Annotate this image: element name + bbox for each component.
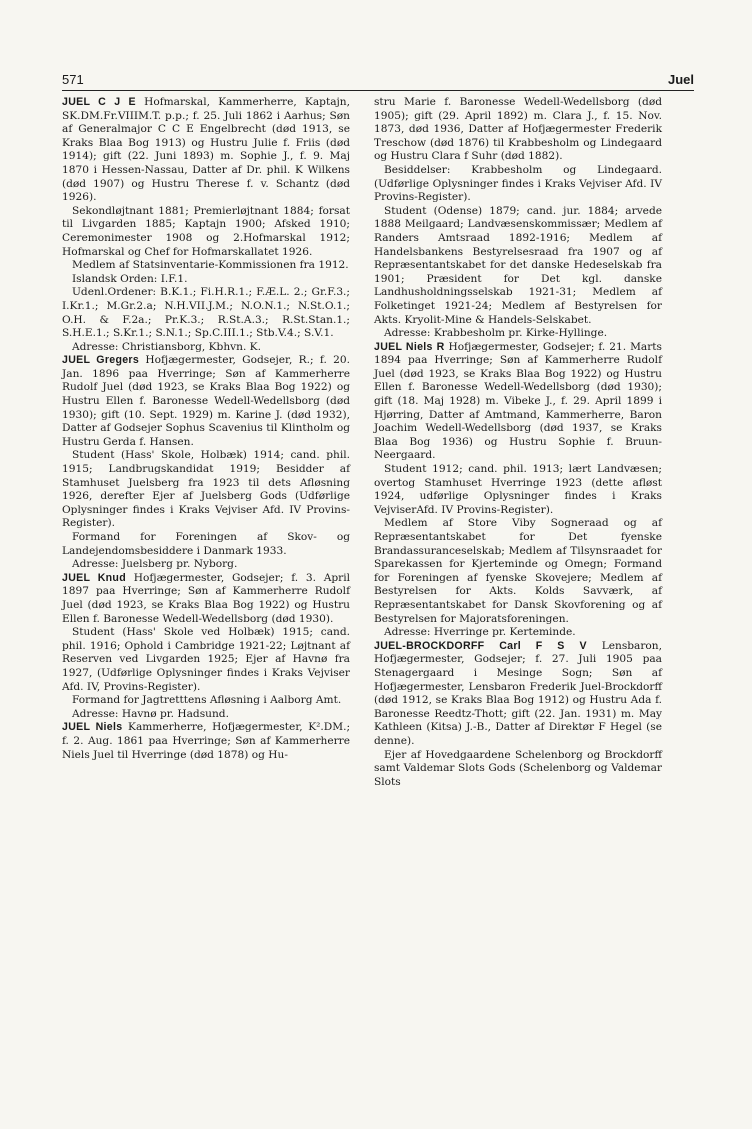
entry-paragraph: Adresse: Christiansborg, Kbhvn. K. xyxy=(72,340,261,353)
entry-paragraph: Sekondløjtnant 1881; Premierløjtnant 1884; forsat til Livgarden 1885; Kaptajn 1900; Afsked 1910; Ceremonimester 1908 og 2.Hofmarskal 1912; Hofmarskal og Chef for Hofmarskallatet 1926. xyxy=(62,204,350,258)
entry-paragraph: Udenl.Ordener: B.K.1.; Fi.H.R.1.; F.Æ.L. 2.; Gr.F.3.; I.Kr.1.; M.Gr.2.a; N.H.VII.J.M.; N.O.N.1.; N.St.O.1.; O.H. & F.2a.; Pr.K.3.; R.St.A.3.; R.St.Stan.1.; S.H.E.1.; S.Kr.1.; S.N.1.; Sp.C.III.1.; Stb.V.4.; S.V.1. xyxy=(62,286,350,340)
left-column xyxy=(62,96,350,762)
entry-headword: JUEL Knud xyxy=(62,571,126,584)
entry-text: Kammerherre, Hofjægermester, K².DM.; f. 2. Aug. 1861 paa Hverringe; Søn af Kammerherre Niels Juel til Hverringe (død 1878) og Hu- xyxy=(62,721,351,761)
entry-headword: JUEL Niels xyxy=(62,721,123,734)
entry-paragraph: Medlem af Statsinventarie-Kommissionen fra 1912. xyxy=(72,259,349,272)
entry-paragraph: stru Marie f. Baronesse Wedell-Wedellsborg (død 1905); gift (29. April 1892) m. Clara J., f. 15. Nov. 1873, død 1936, Datter af Hofjægermester Frederik Treschow (død 1876) til Krabbesholm og Lindegaard og Hustru Clara f Suhr (død 1882). xyxy=(374,96,662,163)
entry-paragraph: Student 1912; cand. phil. 1913; lært Landvæsen; overtog Stamhuset Hverringe 1923 (dette afløst 1924, udførlige Oplysninger findes i Kraks VejviserAfd. IV Provins-Register). xyxy=(374,463,662,516)
entry-text: Lensbaron, Hofjægermester, Godsejer; f. 27. Juli 1905 paa Stenagergaard i Mesinge Sogn; Søn af Hofjægermester, Lensbaron Frederik Juel-Brockdorff (død 1912, se Kraks Blaa Bog 1912) og Hustru Ada f. Baronesse Reedtz-Thott; gift (22. Jan. 1931) m. May Kathleen (Kitsa) J.-B., Datter af Direktør F Hegel (se denne). xyxy=(374,639,662,747)
entry-text: Hofmarskal, Kammerherre, Kaptajn, SK.DM.Fr.VIIIM.T. p.p.; f. 25. Juli 1862 i Aarhus; Søn af Generalmajor C C E Engelbrecht (død 1913, se Kraks Blaa Bog 1913) og Hustru Julie f. Friis (død 1914); gift (22. Juni 1893) m. Sophie J., f. 9. Maj 1870 i Hessen-Nassau, Datter af Dr. phil. K Wilkens (død 1907) og Hustru Therese f. v. Schantz (død 1926). xyxy=(62,96,350,204)
biography-entry xyxy=(62,572,350,626)
biography-entry xyxy=(374,341,662,463)
biography-entry xyxy=(62,96,350,205)
entry-paragraph: Besiddelser: Krabbesholm og Lindegaard. (Udførlige Oplysninger findes i Kraks Vejviser Afd. IV Provins-Register). xyxy=(374,163,662,204)
running-head: Juel xyxy=(667,72,694,87)
entry-headword: JUEL-BROCKDORFF Carl F S V xyxy=(374,639,587,652)
biography-entry xyxy=(374,640,662,749)
biography-entry xyxy=(62,354,350,449)
page-number: 571 xyxy=(62,72,84,87)
entry-paragraph: Adresse: Juelsberg pr. Nyborg. xyxy=(72,558,238,571)
entry-headword: JUEL Niels R xyxy=(374,340,445,353)
entry-paragraph: Ejer af Hovedgaardene Schelenborg og Brockdorff samt Valdemar Slots Gods (Schelenborg og Valdemar Slots xyxy=(374,748,662,788)
entry-paragraph: Formand for Jagtretttens Afløsning i Aalborg Amt. xyxy=(72,694,342,707)
entry-paragraph: Islandsk Orden: I.F.1. xyxy=(72,272,188,285)
entry-paragraph: Student (Odense) 1879; cand. jur. 1884; arvede 1888 Meilgaard; Landvæsenskommissær; Medlem af Randers Amtsraad 1892-1916; Medlem af Handelsbankens Bestyrelsesraad fra 1907 og af Repræsentantskabet for det danske Hedeselskab fra 1901; Præsident for Det kgl. danske Landhusholdningsselskab 1921-31; Medlem af Folketinget 1921-24; Medlem af Bestyrelsen for Akts. Kryolit-Mine & Handels-Selskabet. xyxy=(374,204,662,326)
entry-paragraph: Medlem af Store Viby Sogneraad og af Repræsentantskabet for Det fyenske Brandassuranceselskab; Medlem af Tilsynsraadet for Sparekassen for Kjerteminde og Omegn; Formand for Foreningen af fyenske Skovejere; Medlem af Bestyrelsen for Akts. Kolds Savværk, af Repræsentantskabet for Dansk Skovforening og af Bestyrelsen for Majoratsforeningen. xyxy=(374,517,662,625)
right-column xyxy=(374,96,662,789)
entry-paragraph: Adresse: Havnø pr. Hadsund. xyxy=(72,707,229,720)
biography-entry xyxy=(62,721,350,762)
entry-text: Hofjægermester, Godsejer, R.; f. 20. Jan. 1896 paa Hverringe; Søn af Kammerherre Rudolf Juel (død 1923, se Kraks Blaa Bog 1922) og Hustru Ellen f. Baronesse Wedell-Wedellsborg (død 1930); gift (10. Sept. 1929) m. Karine J. (død 1932), Datter af Godsejer Sophus Scavenius til Klintholm og Hustru Gerda f. Hansen. xyxy=(62,354,350,448)
entry-paragraph: Student (Hass' Skole, Holbæk) 1914; cand. phil. 1915; Landbrugskandidat 1919; Besidder af Stamhuset Juelsberg fra 1923 til dets Afløsning 1926, derefter Ejer af Juelsberg Gods (Udførlige Oplysninger findes i Kraks Vejviser Afd. IV Provins-Register). xyxy=(62,449,350,530)
page-header xyxy=(62,72,694,88)
entry-paragraph: Adresse: Krabbesholm pr. Kirke-Hyllinge. xyxy=(384,327,608,340)
entry-headword: JUEL Gregers xyxy=(62,354,140,367)
header-rule xyxy=(62,90,694,91)
entry-paragraph: Adresse: Hverringe pr. Kerteminde. xyxy=(384,626,576,639)
entry-text: Hofjægermester, Godsejer; f. 21. Marts 1894 paa Hverringe; Søn af Kammerherre Rudolf Juel (død 1923, se Kraks Blaa Bog 1922) og Hustru Ellen f. Baronesse Wedell-Wedellsborg (død 1930); gift (18. Maj 1928) m. Vibeke J., f. 29. April 1899 i Hjørring, Datter af Amtmand, Kammerherre, Baron Joachim Wedell-Wedellsborg (død 1937, se Kraks Blaa Bog 1936) og Hustru Sophie f. Bruun-Neergaard. xyxy=(374,340,662,462)
entry-text: Hofjægermester, Godsejer; f. 3. April 1897 paa Hverringe; Søn af Kammerherre Rudolf Juel (død 1923, se Kraks Blaa Bog 1922) og Hustru Ellen f. Baronesse Wedell-Wedellsborg (død 1930). xyxy=(62,571,350,625)
entry-paragraph: Formand for Foreningen af Skov- og Landejendomsbesiddere i Danmark 1933. xyxy=(62,531,350,557)
entry-headword: JUEL C J E xyxy=(62,96,136,108)
entry-paragraph: Student (Hass' Skole ved Holbæk) 1915; cand. phil. 1916; Ophold i Cambridge 1921-22; Løjtnant af Reserven ved Livgarden 1925; Ejer af Havnø fra 1927, (Udførlige Oplysninger findes i Kraks Vejviser Afd. IV, Provins-Register). xyxy=(62,626,350,693)
